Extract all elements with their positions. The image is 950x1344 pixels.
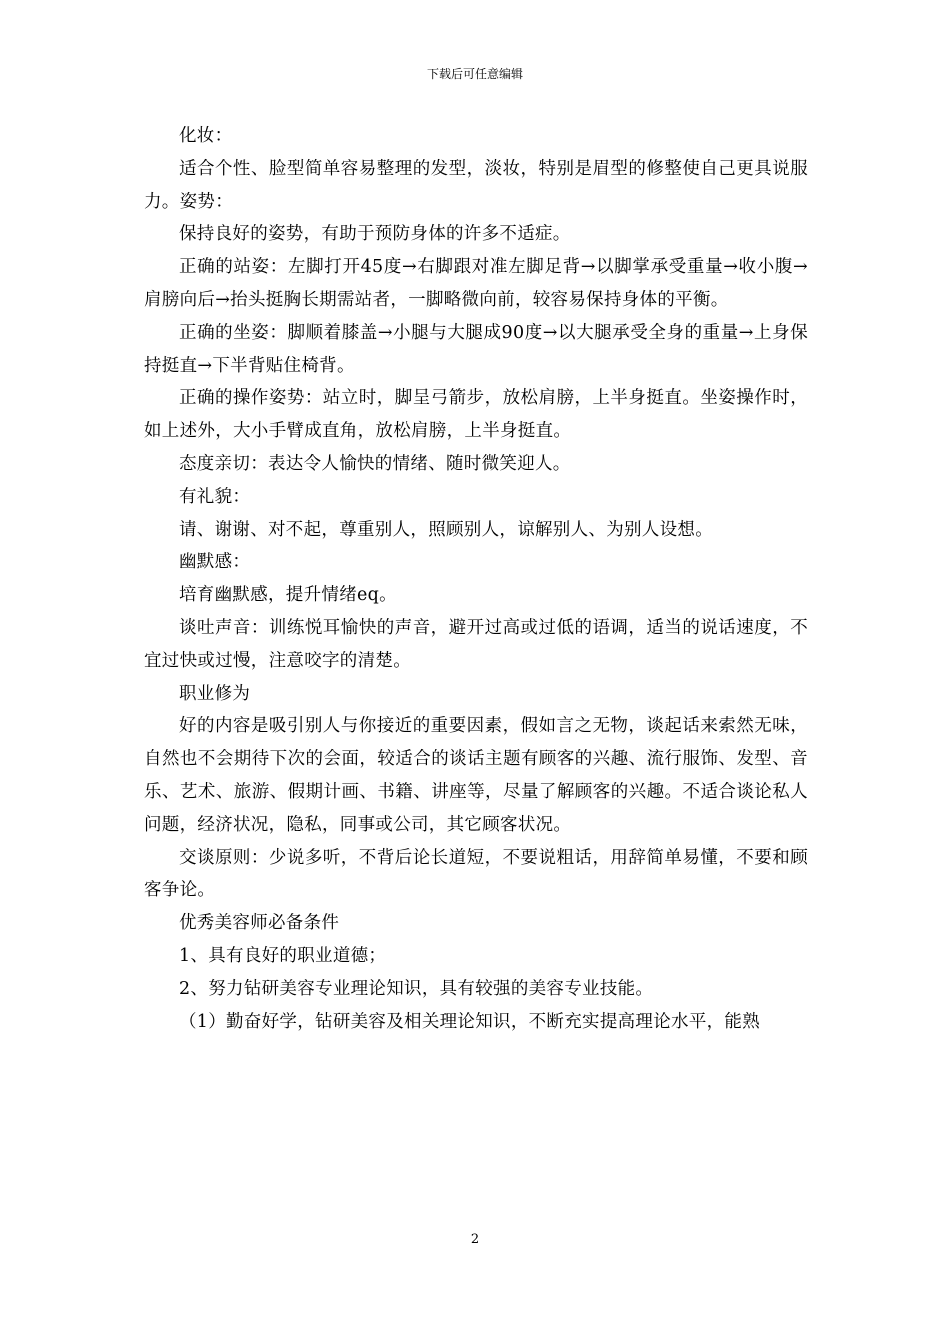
paragraph: 正确的操作姿势：站立时，脚呈弓箭步，放松肩膀，上半身挺直。坐姿操作时，如上述外，大小手臂成直角，放松肩膀，上半身挺直。 xyxy=(144,388,808,442)
paragraph: 培育幽默感，提升情绪eq。 xyxy=(179,585,397,606)
paragraph: 交谈原则：少说多听，不背后论长道短，不要说粗话，用辞简单易懂，不要和顾客争论。 xyxy=(144,847,808,901)
paragraph: 请、谢谢、对不起，尊重别人，照顾别人，谅解别人、为别人设想。 xyxy=(179,519,713,540)
page-number: 2 xyxy=(470,1232,480,1247)
paragraph: 正确的站姿：左脚打开45度→右脚跟对准左脚足背→以脚掌承受重量→收小腹→肩膀向后→抬头挺胸长期需站者，一脚略微向前，较容易保持身体的平衡。 xyxy=(144,257,808,310)
paragraph: （1）勤奋好学，钻研美容及相关理论知识，不断充实提高理论水平，能熟 xyxy=(179,1011,761,1032)
paragraph: 谈吐声音：训练悦耳愉快的声音，避开过高或过低的语调，适当的说话速度，不宜过快或过慢，注意咬字的清楚。 xyxy=(144,617,808,671)
paragraph: 正确的坐姿：脚顺着膝盖→小腿与大腿成90度→以大腿承受全身的重量→上身保持挺直→下半背贴住椅背。 xyxy=(144,322,808,376)
paragraph: 优秀美容师必备条件 xyxy=(179,913,340,934)
paragraph: 1、具有良好的职业道德； xyxy=(179,945,387,966)
paragraph: 职业修为 xyxy=(179,683,251,704)
paragraph: 有礼貌： xyxy=(179,486,251,507)
paragraph: 好的内容是吸引别人与你接近的重要因素，假如言之无物，谈起话来索然无味，自然也不会期待下次的会面，较适合的谈话主题有顾客的兴趣、流行服饰、发型、音乐、艺术、旅游、假期计画、书籍、讲座等，尽量了解顾客的兴趣。不适合谈论私人问题，经济状况，隐私，同事或公司，其它顾客状况。 xyxy=(144,716,808,835)
paragraph: 适合个性、脸型简单容易整理的发型，淡妆，特别是眉型的修整使自己更具说服力。姿势： xyxy=(144,158,808,212)
paragraph: 态度亲切：表达令人愉快的情绪、随时微笑迎人。 xyxy=(179,453,571,474)
document-body xyxy=(144,120,808,1038)
paragraph: 2、努力钻研美容专业理论知识，具有较强的美容专业技能。 xyxy=(179,978,654,999)
page-header: 下载后可任意编辑 xyxy=(426,67,523,81)
paragraph: 化妆： xyxy=(179,126,233,146)
paragraph: 保持良好的姿势，有助于预防身体的许多不适症。 xyxy=(179,224,571,245)
paragraph: 幽默感： xyxy=(179,552,251,573)
